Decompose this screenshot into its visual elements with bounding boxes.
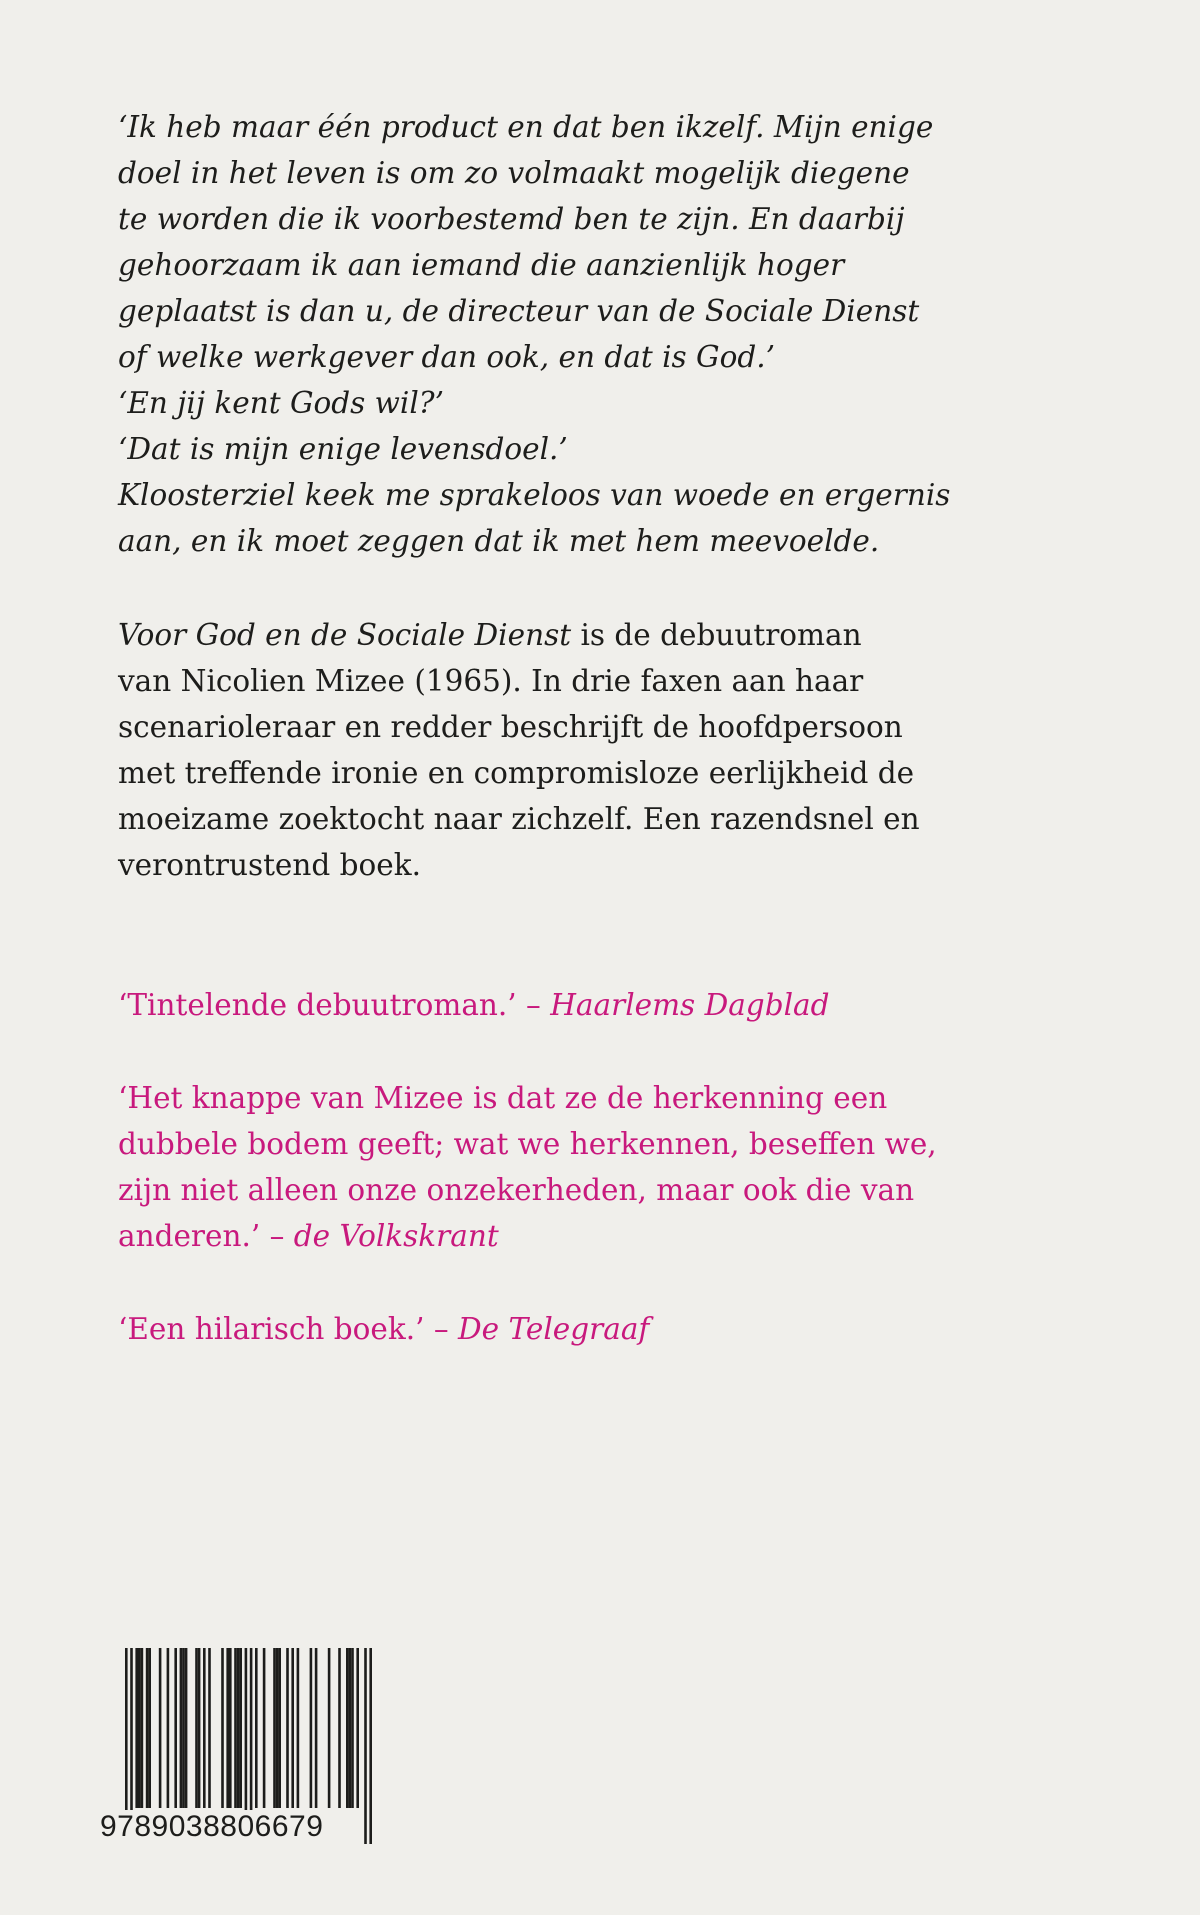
quote-line: zijn niet alleen onze onzekerheden, maar ook die van <box>118 1173 915 1207</box>
barcode-bar <box>174 1648 177 1808</box>
quote-line <box>118 982 938 1028</box>
barcode-bar <box>185 1648 188 1808</box>
barcode-bar <box>234 1648 237 1808</box>
book-title: Voor God en de Sociale Dienst <box>118 618 572 652</box>
barcode-bar <box>364 1648 367 1844</box>
blurb-line: van Nicolien Mizee (1965). In drie faxen aan haar <box>118 664 864 698</box>
barcode-bar <box>229 1648 232 1808</box>
blurb-line <box>118 612 938 658</box>
quote-source: Haarlems Dagblad <box>550 988 830 1022</box>
barcode-bar <box>286 1648 289 1808</box>
barcode-bar <box>195 1648 198 1808</box>
blurb-line-rest: is de debuutroman <box>571 618 862 652</box>
barcode-bar <box>198 1648 201 1808</box>
quote-text: ‘Tintelende debuutroman.’ – <box>118 988 551 1022</box>
barcode-bar <box>278 1648 281 1808</box>
excerpt-line: aan, en ik moet zeggen dat ik met hem meevoelde. <box>118 524 880 558</box>
barcode-bar <box>338 1648 341 1808</box>
barcode-bar <box>315 1648 318 1808</box>
excerpt-line: te worden die ik voorbestemd ben te zijn. En daarbij <box>118 202 905 236</box>
barcode-bar <box>208 1648 211 1808</box>
barcode-bar <box>135 1648 138 1808</box>
excerpt-line: ‘Dat is mijn enige levensdoel.’ <box>118 432 568 466</box>
quote-line: dubbele bodem geeft; wat we herkennen, beseffen we, <box>118 1127 937 1161</box>
quote-line: ‘Het knappe van Mizee is dat ze de herkenning een <box>118 1081 888 1115</box>
barcode-bar <box>182 1648 185 1808</box>
barcode-bar <box>328 1648 331 1808</box>
excerpt-line: geplaatst is dan u, de directeur van de Sociale Dienst <box>118 294 920 328</box>
quote-text: ‘Een hilarisch boek.’ – <box>118 1312 459 1346</box>
press-quote-telegraaf <box>118 1306 938 1352</box>
barcode-bar <box>310 1648 313 1808</box>
quote-source: de Volkskrant <box>293 1219 499 1253</box>
excerpt-line: of welke werkgever dan ook, en dat is God.’ <box>118 340 775 374</box>
excerpt-line: ‘En jij kent Gods wil?’ <box>118 386 444 420</box>
barcode-bar <box>159 1648 162 1808</box>
blurb-line: verontrustend boek. <box>118 848 422 882</box>
barcode-bar <box>180 1648 183 1808</box>
excerpt-line: doel in het leven is om zo volmaakt mogelijk diegene <box>118 156 910 190</box>
quote-source: De Telegraaf <box>458 1312 650 1346</box>
press-quote-volkskrant <box>118 1075 938 1259</box>
barcode-bar <box>273 1648 276 1808</box>
book-description <box>118 612 938 888</box>
barcode-bar <box>297 1648 300 1808</box>
press-quote-haarlems-dagblad <box>118 982 938 1028</box>
barcode-bar <box>263 1648 266 1808</box>
quote-text: anderen.’ – <box>118 1219 294 1253</box>
blurb-line: moeizame zoektocht naar zichzelf. Een razendsnel en <box>118 802 920 836</box>
excerpt-line: Kloosterziel keek me sprakeloos van woede en ergernis <box>118 478 951 512</box>
barcode-bar <box>167 1648 170 1808</box>
barcode-bar <box>349 1648 352 1808</box>
blurb-line: met treffende ironie en compromisloze eerlijkheid de <box>118 756 915 790</box>
barcode-bar <box>146 1648 149 1808</box>
barcode-bar <box>255 1648 258 1808</box>
quote-line <box>118 1213 938 1259</box>
barcode-bar <box>221 1648 224 1808</box>
excerpt-line: gehoorzaam ik aan iemand die aanzienlijk hoger <box>118 248 845 282</box>
barcode-bar <box>239 1648 242 1808</box>
excerpt-quote <box>118 104 951 564</box>
barcode-bar <box>138 1648 141 1808</box>
barcode-bar <box>276 1648 279 1808</box>
barcode-bar <box>356 1648 359 1808</box>
excerpt-line: ‘Ik heb maar één product en dat ben ikzelf. Mijn enige <box>118 110 934 144</box>
quote-line <box>118 1306 938 1352</box>
barcode-bar <box>148 1648 151 1808</box>
barcode-bar <box>203 1648 206 1808</box>
barcode-bar <box>226 1648 229 1808</box>
isbn-number: 9789038806679 <box>100 1810 324 1843</box>
barcode-bar <box>291 1648 294 1808</box>
barcode-bar <box>369 1648 372 1844</box>
barcode-bar <box>237 1648 240 1808</box>
blurb-line: scenarioleraar en redder beschrijft de hoofdpersoon <box>118 710 903 744</box>
barcode-bar <box>351 1648 354 1808</box>
barcode-bar <box>141 1648 144 1808</box>
barcode-bar <box>346 1648 349 1808</box>
